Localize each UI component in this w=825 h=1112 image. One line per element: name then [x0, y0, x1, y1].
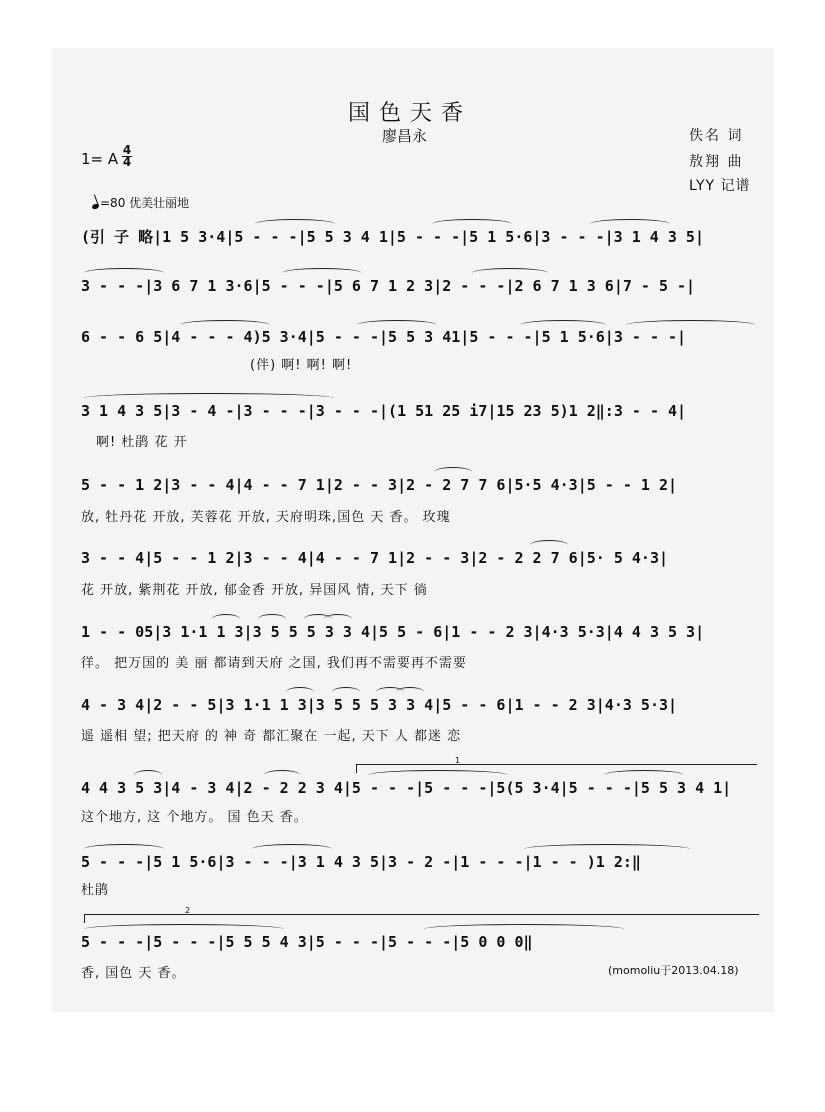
song-title: 国色天香: [348, 101, 473, 126]
tempo-value: =80: [100, 196, 126, 210]
tie-mark: [84, 393, 334, 403]
tie-mark: [432, 219, 512, 229]
tie-mark: [520, 320, 606, 330]
notation-line-11: 5 - - -|5 - - -|5 5 5 4 3|5 - - -|5 - - -|5 0 0 0‖: [81, 933, 533, 951]
transcription-signature: (momoliu于2013.04.18): [608, 964, 739, 977]
tie-mark: [530, 540, 568, 550]
lyrics-line-9: 这个地方, 这 个地方。 国 色天 香。: [81, 810, 308, 825]
tempo-marking: [92, 194, 189, 211]
tie-mark: [84, 844, 164, 854]
tie-mark: [252, 844, 332, 854]
tie-mark: [590, 219, 670, 229]
key-signature: 1= A: [81, 150, 119, 168]
tie-mark: [212, 614, 240, 624]
tempo-expression: 优美壮丽地: [129, 196, 190, 210]
lyrics-line-7: 徉。 把万国的 美 丽 都请到天府 之国, 我们再不需要再不需要: [81, 656, 467, 671]
volta-number: 1: [455, 756, 461, 765]
lyrics-line-11: 香, 国色 天 香。: [81, 966, 186, 981]
tie-mark: [357, 320, 437, 330]
tie-mark: [264, 770, 300, 780]
notation-line-10: 5 - - -|5 1 5·6|3 - - -|3 1 4 3 5|3 - 2 -|1 - - -|1 - - )1 2:‖: [81, 853, 641, 871]
notation-line-4: 3 1 4 3 5|3 - 4 -|3 - - -|3 - - -|(1 51 25 i7|15 23 5)1 2‖:3 - - 4|: [81, 402, 687, 420]
tie-mark: [434, 467, 472, 477]
notation-line-5: 5 - - 1 2|3 - - 4|4 - - 7 1|2 - - 3|2 - 2 7 7 6|5·5 4·3|5 - - 1 2|: [81, 476, 678, 494]
composer-credit: 敖翔 曲: [689, 154, 744, 170]
transcriber-credit: LYY 记谱: [689, 178, 751, 194]
time-signature-bottom: 4: [122, 155, 132, 169]
lyricist-credit: 佚名 词: [689, 128, 744, 144]
time-signature-top: 4: [122, 143, 132, 157]
tie-mark: [626, 320, 756, 330]
notation-line-1: (引 子 略|1 5 3·4|5 - - -|5 5 3 4 1|5 - - -|5 1 5·6|3 - - -|3 1 4 3 5|: [81, 228, 704, 246]
tie-mark: [258, 614, 286, 624]
notation-line-6: 3 - - 4|5 - - 1 2|3 - - 4|4 - - 7 1|2 - - 3|2 - 2 2 7 6|5· 5 4·3|: [81, 549, 668, 567]
tie-mark: [255, 219, 335, 229]
tie-mark: [604, 770, 684, 780]
tie-mark: [84, 268, 164, 278]
time-signature: [122, 145, 132, 168]
tie-mark: [472, 268, 548, 278]
tie-mark: [332, 687, 360, 697]
tie-mark: [180, 320, 270, 330]
lyrics-line-3: (伴) 啊! 啊! 啊!: [250, 358, 353, 373]
notation-line-2: 3 - - -|3 6 7 1 3·6|5 - - -|5 6 7 1 2 3|2 - - -|2 6 7 1 3 6|7 - 5 -|: [81, 277, 696, 295]
lyrics-line-6: 花 开放, 紫荆花 开放, 郁金香 开放, 异国风 情, 天下 徜: [81, 583, 428, 598]
tie-mark: [84, 924, 284, 934]
notation-line-8: 4 - 3 4|2 - - 5|3 1·1 1 3|3 5 5 5 3 3 4|5 - - 6|1 - - 2 3|4·3 5·3|: [81, 696, 678, 714]
singer-name: 廖昌永: [382, 127, 428, 145]
tie-mark: [396, 687, 424, 697]
volta-number: 2: [185, 906, 191, 915]
tie-mark: [282, 268, 362, 278]
tie-mark: [424, 924, 624, 934]
lyrics-line-4: 啊! 杜鹃 花 开: [96, 435, 188, 450]
lyrics-line-10: 杜鹃: [81, 883, 110, 898]
second-ending-bracket: [84, 906, 759, 923]
notation-line-7: 1 - - 05|3 1·1 1 3|3 5 5 5 3 3 4|5 5 - 6|1 - - 2 3|4·3 5·3|4 4 3 5 3|: [81, 623, 705, 641]
lyrics-line-5: 放, 牡丹花 开放, 芙蓉花 开放, 天府明珠,国色 天 香。 玫瑰: [81, 510, 451, 525]
quarter-note-icon: [91, 203, 99, 210]
tie-mark: [368, 770, 508, 780]
lyrics-line-8: 遥 遥相 望; 把天府 的 神 奇 都汇聚在 一起, 天下 人 都迷 恋: [81, 729, 462, 744]
tie-mark: [324, 614, 352, 624]
tie-mark: [286, 687, 314, 697]
tie-mark: [134, 770, 162, 780]
notation-line-9: 4 4 3 5 3|4 - 3 4|2 - 2 2 3 4|5 - - -|5 - - -|5(5 3·4|5 - - -|5 5 3 4 1|: [81, 779, 732, 797]
notation-line-3: 6 - - 6 5|4 - - - 4)5 3·4|5 - - -|5 5 3 41|5 - - -|5 1 5·6|3 - - -|: [81, 328, 687, 346]
tie-mark: [524, 844, 690, 854]
